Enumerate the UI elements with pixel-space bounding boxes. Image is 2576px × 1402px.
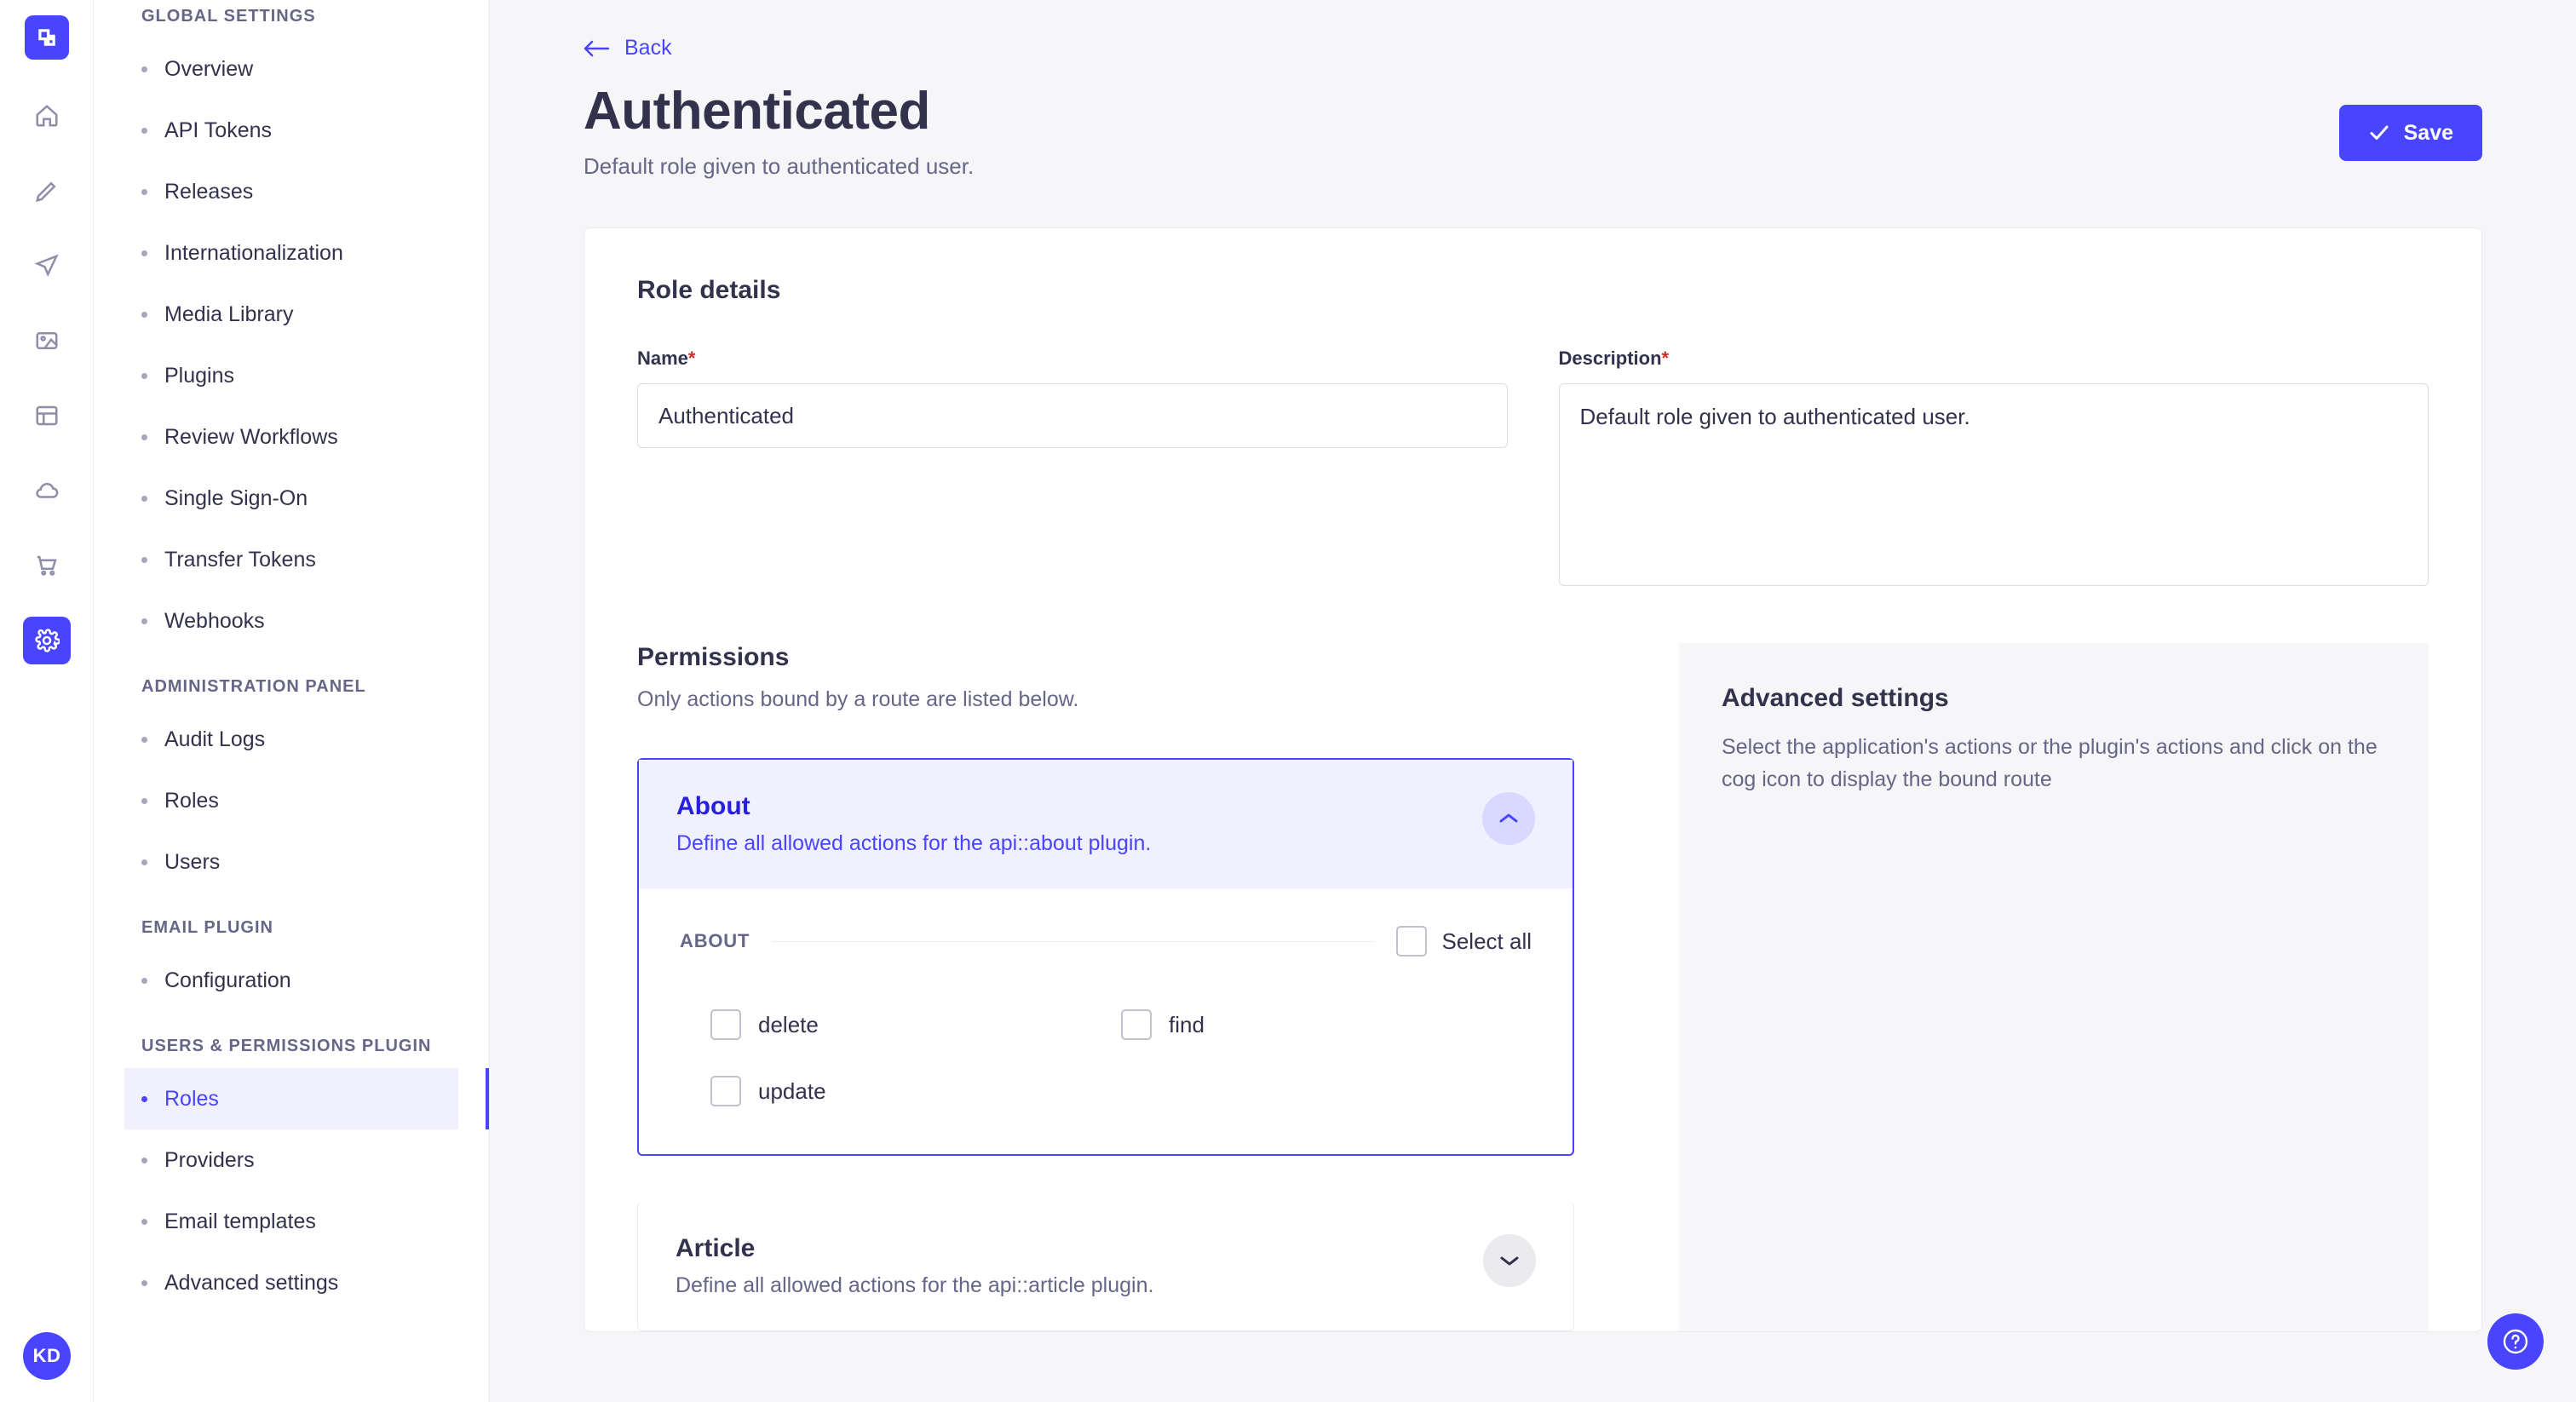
name-label-text: Name <box>637 348 688 369</box>
checkbox-box[interactable] <box>710 1009 741 1040</box>
nav-group-title-users-permissions: USERS & PERMISSIONS PLUGIN <box>141 1037 432 1055</box>
accordion-body-about <box>639 888 1573 1154</box>
description-label <box>1559 348 2429 370</box>
description-textarea[interactable] <box>1559 383 2429 586</box>
bullet-icon <box>141 128 147 134</box>
description-label-text: Description <box>1558 348 1662 369</box>
rail-item-cloud[interactable] <box>23 467 71 514</box>
sidebar-item-plugins[interactable] <box>124 345 458 406</box>
chevron-down-icon[interactable] <box>1483 1234 1536 1287</box>
sidebar-item-advanced-settings[interactable] <box>124 1252 458 1313</box>
strapi-logo-icon[interactable] <box>25 15 69 60</box>
rail-item-pages[interactable] <box>23 392 71 440</box>
accordion-description: Define all allowed actions for the api::article plugin. <box>676 1273 1154 1297</box>
advanced-settings-panel <box>1679 643 2429 1331</box>
permissions-section <box>637 643 2429 1331</box>
rail-item-settings[interactable] <box>23 617 71 664</box>
nav-group-title-administration: ADMINISTRATION PANEL <box>141 677 366 696</box>
name-input[interactable] <box>637 383 1508 448</box>
sidebar-item-configuration[interactable] <box>124 950 458 1011</box>
bullet-icon <box>141 1280 147 1286</box>
bullet-icon <box>141 618 147 624</box>
sidebar-item-label: Configuration <box>164 968 291 992</box>
back-label: Back <box>624 36 672 60</box>
checkbox-box[interactable] <box>1121 1009 1152 1040</box>
nav-group-title-email: EMAIL PLUGIN <box>141 918 273 937</box>
sidebar-item-providers[interactable] <box>124 1129 458 1191</box>
sidebar-item-email-templates[interactable] <box>124 1191 458 1252</box>
checkbox-box[interactable] <box>710 1076 741 1106</box>
arrow-left-icon <box>584 39 609 58</box>
description-field-group <box>1559 348 2429 590</box>
role-details-title: Role details <box>637 276 781 304</box>
page-header <box>584 81 2482 180</box>
sidebar-item-label: API Tokens <box>164 118 273 142</box>
sidebar-item-roles[interactable] <box>124 1068 458 1129</box>
sidebar-item-label: Plugins <box>164 363 234 388</box>
bullet-icon <box>141 189 147 195</box>
permission-checkbox-delete[interactable] <box>710 1009 1121 1040</box>
back-link[interactable] <box>584 36 2482 60</box>
sidebar-item-review-workflows[interactable] <box>124 406 458 468</box>
sidebar-item-label: Transfer Tokens <box>164 547 316 572</box>
bullet-icon <box>141 66 147 72</box>
help-icon <box>2501 1327 2530 1356</box>
permissions-title: Permissions <box>637 643 790 671</box>
bullet-icon <box>141 1158 147 1164</box>
help-button[interactable] <box>2487 1313 2544 1370</box>
sidebar-item-label: Advanced settings <box>164 1270 339 1295</box>
permission-checkbox-update[interactable] <box>710 1076 1121 1106</box>
bullet-icon <box>141 250 147 256</box>
select-all-checkbox[interactable] <box>1396 926 1532 957</box>
bullet-icon <box>141 1096 147 1102</box>
sidebar-item-overview[interactable] <box>124 38 458 100</box>
chevron-up-icon[interactable] <box>1482 792 1535 845</box>
accordion-title: Article <box>676 1234 756 1262</box>
advanced-settings-title: Advanced settings <box>1722 684 1949 712</box>
permissions-subtitle: Only actions bound by a route are listed below. <box>637 687 1079 711</box>
accordion-subheader <box>680 926 1532 957</box>
sidebar-item-label: Internationalization <box>164 240 343 265</box>
required-marker: * <box>1661 348 1670 369</box>
sidebar-item-label: Media Library <box>164 302 294 326</box>
permission-accordion-about <box>637 758 1574 1156</box>
advanced-settings-description: Select the application's actions or the plugin's actions and click on the cog icon to display the bound route <box>1722 735 2378 791</box>
role-details-fields <box>637 348 2429 590</box>
bullet-icon <box>141 496 147 502</box>
sidebar-item-webhooks[interactable] <box>124 590 458 652</box>
action-group-label: ABOUT <box>680 930 750 951</box>
select-all-label: Select all <box>1441 928 1532 954</box>
page-subtitle: Default role given to authenticated user. <box>584 153 975 179</box>
sidebar-item-label: Roles <box>164 788 219 813</box>
rail-item-home[interactable] <box>23 92 71 140</box>
permission-checkbox-find[interactable] <box>1121 1009 1532 1040</box>
role-details-card <box>584 227 2482 1332</box>
rail-item-content-type-builder[interactable] <box>23 242 71 290</box>
name-label <box>637 348 1508 370</box>
bullet-icon <box>141 312 147 318</box>
sidebar-item-label: Providers <box>164 1147 255 1172</box>
divider <box>772 941 1373 942</box>
sidebar-item-label: Audit Logs <box>164 727 266 751</box>
sidebar-item-label: Users <box>164 849 221 874</box>
sidebar-item-single-sign-on[interactable] <box>124 468 458 529</box>
name-field-group <box>637 348 1508 590</box>
sidebar-item-users[interactable] <box>124 831 458 893</box>
bullet-icon <box>141 1219 147 1225</box>
permission-actions-grid <box>680 1009 1532 1106</box>
accordion-header-about[interactable] <box>639 760 1573 888</box>
save-label: Save <box>2403 120 2453 145</box>
rail-item-marketplace[interactable] <box>23 542 71 589</box>
sidebar-item-audit-logs[interactable] <box>124 709 458 770</box>
permission-accordion-article[interactable] <box>637 1202 1574 1331</box>
settings-nav <box>94 0 490 1402</box>
sidebar-item-label: Review Workflows <box>164 424 338 449</box>
bullet-icon <box>141 737 147 743</box>
sidebar-item-label: Releases <box>164 179 254 204</box>
check-icon <box>2368 122 2390 144</box>
icon-rail <box>0 0 94 1402</box>
sidebar-item-label: Email templates <box>164 1209 316 1233</box>
sidebar-item-label: Single Sign-On <box>164 486 308 510</box>
bullet-icon <box>141 373 147 379</box>
page-title: Authenticated <box>584 82 930 141</box>
bullet-icon <box>141 978 147 984</box>
sidebar-item-internationalization[interactable] <box>124 222 458 284</box>
bullet-icon <box>141 557 147 563</box>
sidebar-item-label: Webhooks <box>164 608 265 633</box>
bullet-icon <box>141 434 147 440</box>
avatar[interactable]: KD <box>23 1332 71 1380</box>
bullet-icon <box>141 798 147 804</box>
sidebar-item-media-library[interactable] <box>124 284 458 345</box>
accordion-title: About <box>676 792 750 820</box>
required-marker: * <box>687 348 696 369</box>
sidebar-item-admin-roles[interactable] <box>124 770 458 831</box>
checkbox-box[interactable] <box>1396 926 1427 957</box>
rail-item-media-library[interactable] <box>23 317 71 365</box>
sidebar-item-label: Roles <box>164 1086 219 1111</box>
main-content <box>490 0 2576 1402</box>
sidebar-item-label: Overview <box>164 56 254 81</box>
sidebar-item-api-tokens[interactable] <box>124 100 458 161</box>
sidebar-item-releases[interactable] <box>124 161 458 222</box>
nav-group-title-global: GLOBAL SETTINGS <box>141 7 316 26</box>
permission-label: delete <box>758 1011 819 1037</box>
sidebar-item-transfer-tokens[interactable] <box>124 529 458 590</box>
permission-label: update <box>758 1077 826 1104</box>
save-button[interactable] <box>2339 105 2482 161</box>
accordion-description: Define all allowed actions for the api::about plugin. <box>676 831 1152 855</box>
bullet-icon <box>141 859 147 865</box>
permissions-panel <box>637 643 1679 1331</box>
rail-item-content-manager[interactable] <box>23 167 71 215</box>
permission-label: find <box>1169 1011 1205 1037</box>
